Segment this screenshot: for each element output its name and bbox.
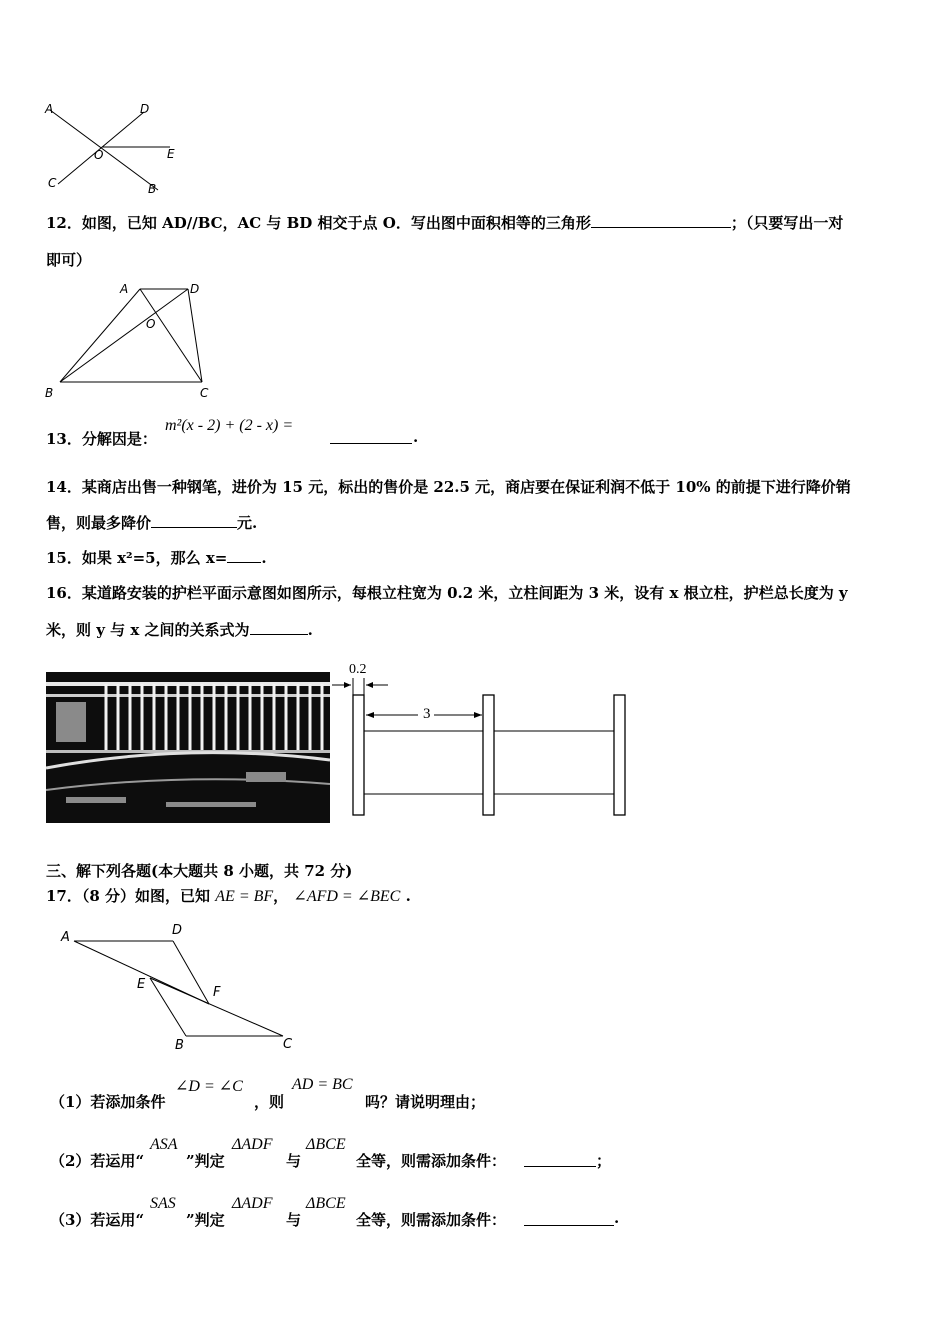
label-c: C [48, 176, 57, 190]
figure-trapezoid [45, 280, 225, 400]
label-d: D [140, 102, 150, 116]
label-a: A [120, 282, 129, 296]
question-15 [46, 547, 267, 568]
figure-triangles [60, 925, 300, 1055]
q17-p1-tail: 吗？请说明理由； [365, 1093, 486, 1111]
label-f: F [213, 985, 221, 1000]
q17-p2-triangle2: ΔBCE [306, 1136, 346, 1153]
q12-text: 12．如图，已知 AD//BC，AC 与 BD 相交于点 O．写出图中面积相等的三角形 [46, 214, 591, 232]
q17-dot: . [405, 887, 411, 905]
answer-blank [524, 1152, 596, 1167]
label-o: O [94, 148, 104, 162]
question-17-head [46, 885, 411, 906]
railing-schematic [330, 660, 640, 830]
answer-blank [250, 620, 308, 635]
q17-p1-conclusion: AD = BC [292, 1076, 353, 1093]
answer-blank [524, 1211, 614, 1226]
label-a: A [61, 930, 70, 945]
q17-p2-method: ASA [150, 1136, 178, 1153]
q17-p2-judge: ”判定 [186, 1152, 225, 1170]
q17-cond1: AE = BF [215, 888, 274, 905]
q17-head: 17．（8 分）如图，已知 [46, 887, 211, 905]
q14-unit: 元. [237, 514, 258, 532]
label-c: C [200, 386, 209, 400]
dimension-label-large: 3 [423, 706, 431, 722]
q17-comma: ， [273, 887, 289, 905]
q17-p1-text: （1）若添加条件 [50, 1093, 166, 1111]
answer-blank [591, 213, 731, 228]
label-c: C [283, 1037, 293, 1052]
q17-p3-method: SAS [150, 1195, 176, 1212]
question-16-line1: 16．某道路安装的护栏平面示意图如图所示，每根立柱宽为 0.2 米，立柱间距为 3 米，设有 x 根立柱，护栏总长度为 y [46, 584, 848, 602]
question-16-line2 [46, 619, 313, 640]
q13-prefix: 13．分解因是： [46, 430, 157, 448]
question-12-line2: 即可） [46, 251, 92, 269]
question-13 [46, 428, 157, 449]
q16-text: 米，则 y 与 x 之间的关系式为 [46, 621, 250, 639]
q17-p2-triangle1: ΔADF [232, 1136, 273, 1153]
answer-blank [227, 548, 261, 563]
answer-blank [330, 429, 412, 444]
q17-p3-tail: 全等，则需添加条件： [356, 1211, 507, 1229]
question-12-line1 [46, 212, 843, 233]
q17-p2-tail: 全等，则需添加条件： [356, 1152, 507, 1170]
label-a: A [45, 102, 54, 116]
q17-p1-then: ，则 [254, 1093, 285, 1111]
q15-end: . [261, 549, 267, 567]
q17-p3-triangle2: ΔBCE [306, 1195, 346, 1212]
q17-p3-end: . [614, 1209, 620, 1227]
railing-photo [46, 672, 330, 823]
q12-sep: ；（只要写出一对 [730, 214, 844, 232]
q14-text: 售，则最多降价 [46, 514, 152, 532]
question-14-line1: 14．某商店出售一种钢笔，进价为 15 元，标出的售价是 22.5 元，商店要在保证利润不低于 10% 的前提下进行降价销 [46, 478, 851, 496]
label-d: D [172, 923, 183, 938]
q17-p3-triangle1: ΔADF [232, 1195, 273, 1212]
q17-p2-and: 与 [286, 1152, 302, 1170]
q17-p3-text: （3）若运用“ [50, 1211, 145, 1229]
q17-cond2: ∠AFD = ∠BEC [293, 888, 401, 905]
q17-p1-condition: ∠D = ∠C [175, 1078, 243, 1095]
q16-end: . [307, 621, 313, 639]
question-14-line2 [46, 512, 257, 533]
label-b: B [45, 386, 54, 400]
label-d: D [190, 282, 200, 296]
q13-end: . [413, 428, 419, 446]
q13-expression: m²(x - 2) + (2 - x) = [165, 417, 294, 434]
section-3-title: 三、解下列各题(本大题共 8 小题，共 72 分) [46, 862, 353, 880]
label-o: O [146, 317, 156, 331]
dimension-label-small: 0.2 [349, 662, 367, 677]
q17-p3-judge: ”判定 [186, 1211, 225, 1229]
q17-p2-end: ； [596, 1152, 612, 1170]
label-b: B [148, 182, 157, 196]
answer-blank [151, 513, 237, 528]
q17-p3-and: 与 [286, 1211, 302, 1229]
label-e: E [167, 147, 175, 161]
label-b: B [175, 1038, 184, 1053]
q17-p2-text: （2）若运用“ [50, 1152, 145, 1170]
label-e: E [137, 977, 146, 992]
q15-text: 15．如果 x²=5，那么 x= [46, 549, 228, 567]
